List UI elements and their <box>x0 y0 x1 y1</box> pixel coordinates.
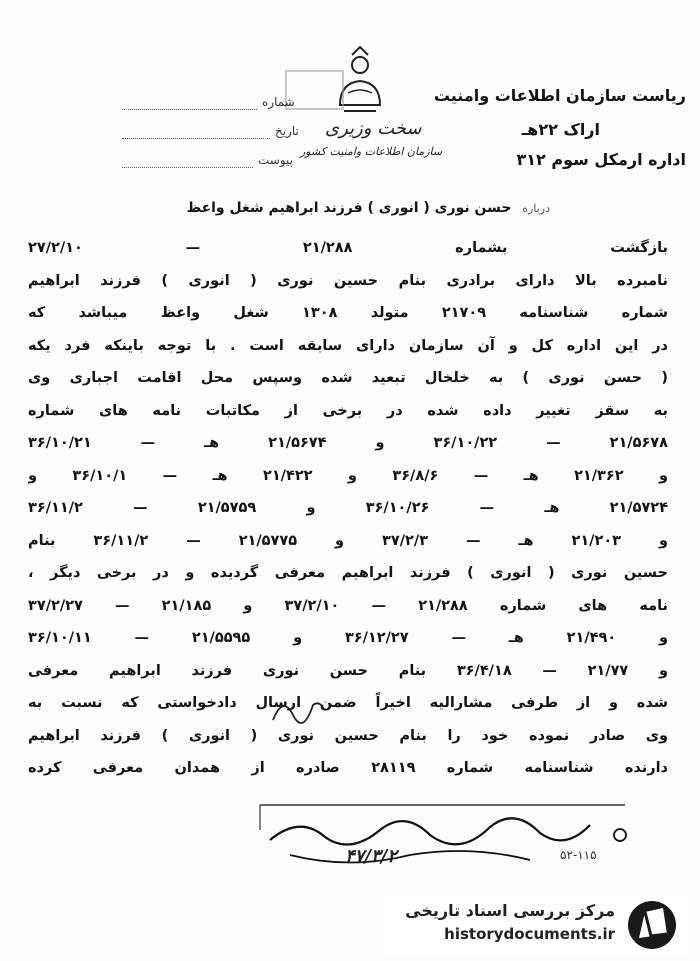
body-line: شده و از طرفی مشارالیه اخیراً ضمن ارسال دادخواستی که نسبت به <box>28 695 668 711</box>
watermark-title: مرکز بررسی اسناد تاریخی <box>405 901 615 920</box>
body-line: و ۲۱/۷۷ — ۳۶/۴/۱۸ بنام حسن نوری فرزند ابراهیم معرفی <box>28 662 668 679</box>
subject-label: درباره <box>522 202 550 215</box>
body-line: حسین نوری ( انوری ) فرزند ابراهیم معرفی گردیده و در برخی دیگر ، <box>28 565 668 581</box>
body-line: شماره شناسنامه ۲۱۷۰۹ متولد ۱۳۰۸ شغل واعظ میباشد که <box>28 305 668 321</box>
attachment-dots <box>122 166 253 168</box>
attachment-label: پیوست <box>258 153 293 167</box>
body-text <box>28 232 668 785</box>
body-line: بازگشت بشماره ۲۱/۲۸۸ — ۲۷/۲/۱۰ <box>28 240 668 256</box>
signature-scribble <box>230 785 650 880</box>
body-line: نامه های شماره ۲۱/۲۸۸ — ۳۷/۲/۱۰ و ۲۱/۱۸۵ — ۳۷/۲/۲۷ <box>28 597 668 614</box>
archive-logo-icon <box>625 898 680 953</box>
date-label: تاریخ <box>275 124 299 138</box>
organization-line: ریاست سازمان اطلاعات وامنیت <box>433 86 686 105</box>
number-dots <box>122 108 257 110</box>
subject-text: حسن نوری ( انوری ) فرزند ابراهیم شغل واعظ <box>186 200 512 216</box>
subject-line <box>0 200 550 216</box>
body-line: دارنده شناسنامه شماره ۲۸۱۱۹ صادره از همدان معرفی کرده <box>28 760 668 776</box>
handwritten-margin-mark <box>268 690 328 730</box>
body-line: در این اداره کل و آن سازمان دارای سابقه است . با توجه باینکه فرد یکه <box>28 337 668 354</box>
body-line: به سقز تغییر داده شده در برخی از مکاتبات نامه های شماره <box>28 402 668 419</box>
addressee-line-2: اداره ارمکل سوم ۳۱۲ <box>516 150 686 169</box>
date-dots <box>122 137 270 139</box>
body-line: نامبرده بالا دارای برادری بنام حسین نوری ( انوری ) فرزند ابراهیم <box>28 272 668 289</box>
handwritten-note: سخت وزیری <box>325 118 422 139</box>
number-label: شماره <box>262 95 295 109</box>
body-line: و ۲۱/۴۹۰ هـ — ۳۶/۱۲/۲۷ و ۲۱/۵۵۹۵ — ۳۶/۱۰/۱۱ <box>28 630 668 646</box>
body-line: ۲۱/۵۷۲۴ هـ — ۳۶/۱۰/۲۶ و ۲۱/۵۷۵۹ — ۳۶/۱۱/۲ <box>28 500 668 516</box>
body-line: ۲۱/۵۶۷۸ — ۳۶/۱۰/۲۲ و ۲۱/۵۶۷۴ هـ — ۳۶/۱۰/۲۱ <box>28 435 668 451</box>
body-line: و ۲۱/۲۰۳ هـ — ۳۷/۲/۳ و ۲۱/۵۷۷۵ — ۳۶/۱۱/۲ بنام <box>28 532 668 549</box>
addressee-line-1: اراک ۲۲هـ <box>521 120 600 139</box>
watermark-url: historydocuments.ir <box>444 925 615 943</box>
signature-date: ۴۷/۳/۲ <box>345 846 397 867</box>
stamp-subline: سازمان اطلاعات وامنیت کشور <box>300 145 443 158</box>
watermark-brand <box>385 895 685 955</box>
margin-scribble <box>690 0 691 1</box>
body-line: و ۲۱/۳۶۲ هـ — ۳۶/۸/۶ و ۲۱/۴۲۲ هـ — ۳۶/۱۰/۱ و <box>28 467 668 484</box>
body-line: وی صادر نموده خود را بنام حسین نوری ( انوری ) فرزند ابراهیم <box>28 727 668 744</box>
reference-number: ۵۲-۱۱۵ <box>560 848 597 862</box>
body-line: ( حسن نوری ) به خلخال تبعید شده وسپس محل اقامت اجباری وی <box>28 370 668 386</box>
